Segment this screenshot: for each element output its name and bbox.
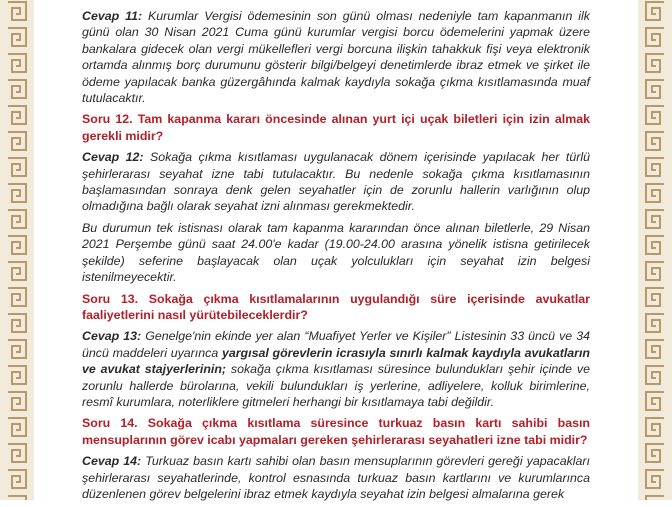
answer-text: Sokağa çıkma kısıtlaması uygulanacak dönem içerisinde yapılacak her türlü şehirlerarası seyahat izne tabi tutulacaktır. Bu nedenle sokağa çıkma kısıtlamasının başlamasından sonraya denk gelen seyahatler için de zorunlu hallerin varlığının olup olmadığına bağlı olarak seyahat izni alınması gerekmektedir. [82,150,590,214]
answer-11 [82,8,590,106]
meander-border-right [638,0,672,500]
answer-12 [82,149,590,215]
answer-12-paragraph-2: Bu durumun tek istisnası olarak tam kapanma kararından önce alınan biletlerle, 29 Nisan 2021 Perşembe günü saat 24.00'e kadar (19.00-24.00 arasına yönelik istisna getirilecek şekilde) seferine başlayacak olan uçak yolculukları için seyahat izin belgesi istenilmeyecektir. [82,220,590,285]
answer-text: Genelge'nin ekinde yer alan “Muafiyet Yerler ve Kişiler” Listesinin 33 üncü ve 34 üncü maddeleri uyarınca [82,329,590,360]
answer-emphasis: yargısal görevlerin icrasıyla sınırlı kalmak kaydıyla avukatların ve avukat stajyerlerinin; [82,345,590,377]
answer-text: Kurumlar Vergisi ödemesinin son günü olması nedeniyle tam kapanmanın ilk günü olan 30 Nisan 2021 Cuma günü kurumlar vergisi borcu ödemelerini yapmak üzere bankalara gidecek olan vergi mükellefleri vergi borcuna ilişkin tahakkuk fişi veya elektronik ortamda alınmış borç durumunu gösterir bilgi/belgeyi denetimlerde ibraz etmek ve şirket ile ödeme yapılacak banka güzergâhında kalmak kaydıyla sokağa çıkma kısıtlamasında muaf tutulacaktır. [82,9,591,106]
document-page [34,0,638,500]
answer-label: Cevap 14: [82,454,142,469]
answer-label: Cevap 12: [82,150,144,165]
question-13: Soru 13. Sokağa çıkma kısıtlamalarının uygulandığı süre içerisinde avukatlar faaliyetlerini nasıl yürütebileceklerdir? [82,291,590,322]
faq-content [82,8,590,507]
answer-14 [82,453,590,502]
answer-text: Turkuaz basın kartı sahibi olan basın mensuplarının görevleri gereği yapacakları şehirlerarası seyahatlerinde, kontrol esnasında turkuaz basın kartlarını ve kurumlarınca düzenlenen görev belgelerini ibraz etmek kaydıyla seyahat izin belgesi almalarına gerek [82,454,590,501]
answer-text-continued: sokağa çıkma kısıtlaması süresince bulundukları şehir içinde ve zorunlu hallerde bürolarına, vekili bulundukları iş yerlerine, adliyelere, kolluk birimlerine, resmî kurumlara, noterliklere gitmeleri herhangi bir kısıtlamaya tabi değildir. [82,362,591,409]
answer-label: Cevap 11: [82,9,143,23]
question-12: Soru 12. Tam kapanma kararı öncesinde alınan yurt içi uçak biletleri için izin almak gerekli midir? [82,112,590,143]
answer-13 [82,328,590,410]
meander-border-left [0,0,34,500]
left-ornamental-border [0,0,34,500]
question-14: Soru 14. Sokağa çıkma kısıtlama süresince turkuaz basın kartı sahibi basın mensuplarının görev icabı yapmaları gereken şehirlerarası seyahatleri izne tabi midir? [82,416,590,447]
right-ornamental-border [638,0,672,500]
answer-label: Cevap 13: [82,329,142,344]
